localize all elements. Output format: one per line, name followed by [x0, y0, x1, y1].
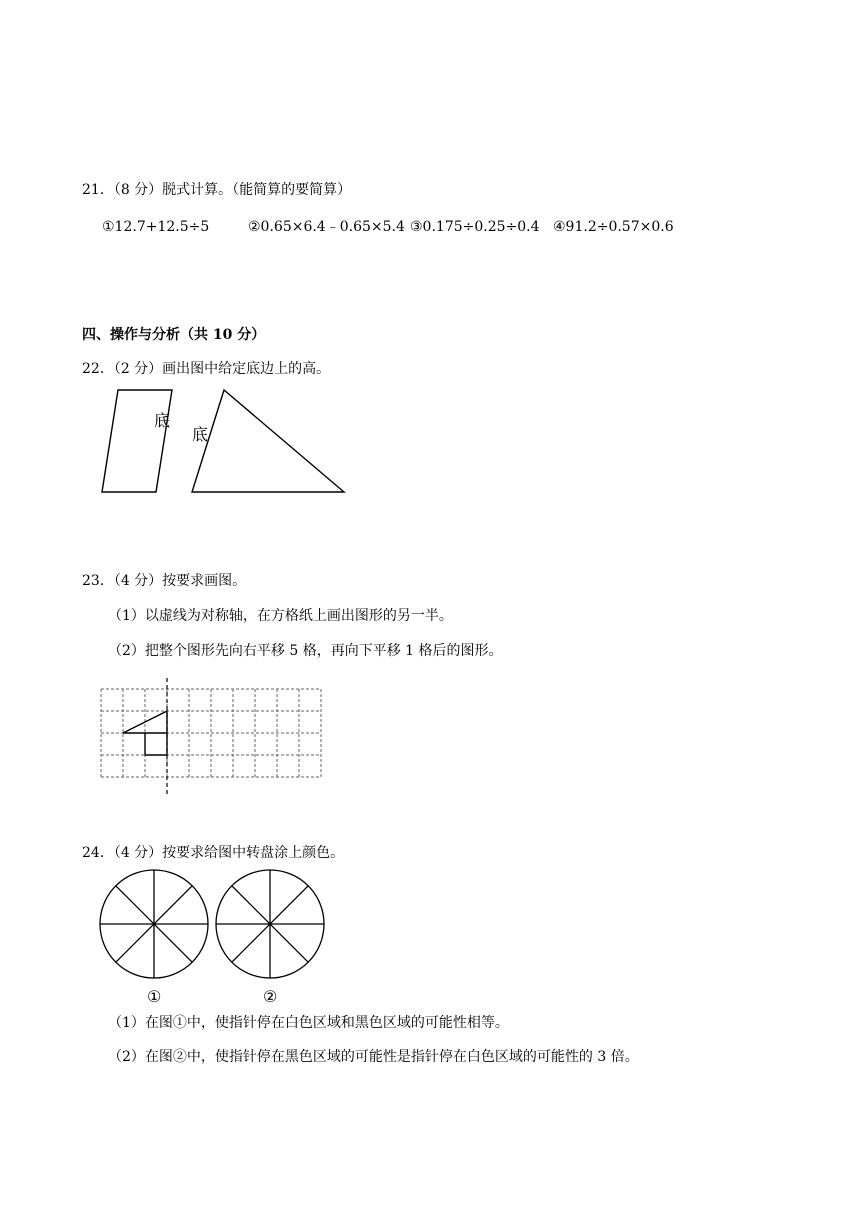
parallelogram-shape: [102, 390, 172, 492]
triangle-shape: [192, 390, 344, 492]
expression-4: ④91.2÷0.57×0.6: [553, 219, 674, 235]
question-23-part-1: （1）以虚线为对称轴，在方格纸上画出图形的另一半。: [108, 608, 453, 624]
expression-3: ③0.175÷0.25÷0.4: [410, 219, 540, 235]
section-4-title: 四、操作与分析（共 10 分）: [82, 327, 266, 343]
spinner-2-label: ②: [263, 987, 278, 1006]
question-22-heading: 22．（2 分）画出图中给定底边上的高。: [82, 361, 331, 377]
question-22-figure: [96, 388, 352, 498]
spinner-1-label: ①: [147, 987, 162, 1006]
expression-2: ②0.65×6.4﹣0.65×5.4: [248, 219, 405, 235]
question-23-heading: 23．（4 分）按要求画图。: [82, 573, 247, 589]
question-23-grid-figure: [96, 678, 328, 796]
expression-1: ①12.7+12.5÷5: [102, 219, 210, 235]
question-23-part-2: （2）把整个图形先向右平移 5 格，再向下平移 1 格后的图形。: [108, 643, 503, 659]
question-24-spinners: [96, 866, 332, 1006]
question-21-heading: 21．（8 分）脱式计算。（能简算的要简算）: [82, 182, 352, 198]
spinner-2: [216, 870, 324, 978]
question-24-part-2: （2）在图②中，使指针停在黑色区域的可能性是指针停在白色区域的可能性的 3 倍。: [108, 1049, 639, 1065]
question-24-heading: 24．（4 分）按要求给图中转盘涂上颜色。: [82, 845, 345, 861]
spinner-1: [100, 870, 208, 978]
parallelogram-base-label: 底: [154, 411, 171, 430]
half-figure-square: [145, 733, 167, 755]
triangle-base-label: 底: [192, 425, 209, 444]
question-24-part-1: （1）在图①中，使指针停在白色区域和黑色区域的可能性相等。: [108, 1015, 509, 1031]
